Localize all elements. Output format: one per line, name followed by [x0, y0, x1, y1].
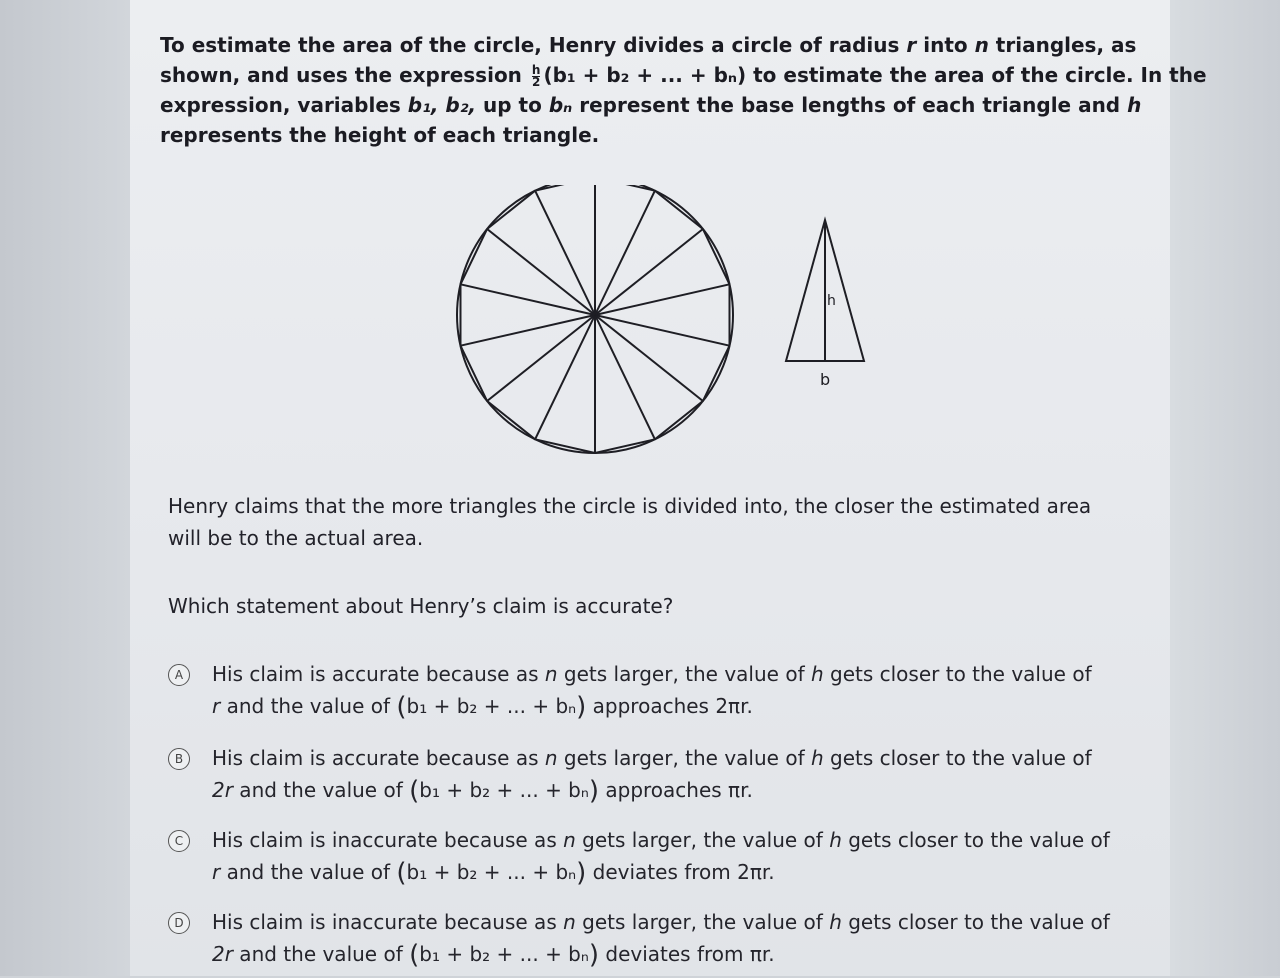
answer-choice-d[interactable] [168, 908, 1178, 978]
h-over-2-fraction: $\frac{h}{2}$ [531, 63, 541, 89]
radius-line [595, 191, 655, 315]
b-label: b [820, 370, 831, 389]
h-label: h [827, 293, 836, 309]
choice-c-text: His claim is inaccurate because as n gets larger, the value of h gets closer to the value of r and the value of (b₁ + b₂ + ... + bₙ) deviates from 2πr. [212, 828, 1110, 888]
sum-expression: (b₁ + b₂ + ... + bₙ) [543, 63, 747, 87]
choice-c-radio[interactable]: C [168, 830, 190, 852]
background-left [0, 0, 130, 976]
intro-line-4: represents the height of each triangle. [160, 123, 600, 147]
question-prompt: Which statement about Henry’s claim is accurate? [168, 594, 674, 618]
answer-choice-b[interactable] [168, 744, 1178, 814]
choice-b-text: His claim is accurate because as n gets larger, the value of h gets closer to the value of 2r and the value of (b₁ + b₂ + ... + bₙ) approaches πr. [212, 746, 1092, 806]
choice-a-radio[interactable]: A [168, 664, 190, 686]
circle-triangles-figure [440, 185, 900, 475]
radius-line [535, 315, 595, 439]
answer-choice-a[interactable] [168, 660, 1178, 730]
radius-line [595, 315, 655, 439]
background-right [1170, 0, 1280, 976]
single-triangle [786, 220, 864, 361]
choice-a-text: His claim is accurate because as n gets larger, the value of h gets closer to the value of r and the value of (b₁ + b₂ + ... + bₙ) approaches 2πr. [212, 662, 1092, 722]
answer-choice-c[interactable] [168, 826, 1178, 896]
choice-d-radio[interactable]: D [168, 912, 190, 934]
henry-claim: Henry claims that the more triangles the circle is divided into, the closer the estimated area will be to the actual area. [168, 494, 1092, 550]
choice-d-text: His claim is inaccurate because as n gets larger, the value of h gets closer to the value of 2r and the value of (b₁ + b₂ + ... + bₙ) deviates from πr. [212, 910, 1110, 970]
intro-line-2: shown, and uses the expression $\frac{h}{2}$ (b₁ + b₂ + ... + bₙ) to estimate the area of the circle. In the [160, 63, 1207, 89]
intro-line-3: expression, variables b₁, b₂, up to bₙ represent the base lengths of each triangle and h [160, 93, 1142, 117]
choice-b-radio[interactable]: B [168, 748, 190, 770]
divided-circle [457, 185, 733, 453]
intro-line-1: To estimate the area of the circle, Henry divides a circle of radius r into n triangles, as [160, 33, 1137, 57]
radius-line [535, 191, 595, 315]
problem-intro [160, 30, 1207, 150]
